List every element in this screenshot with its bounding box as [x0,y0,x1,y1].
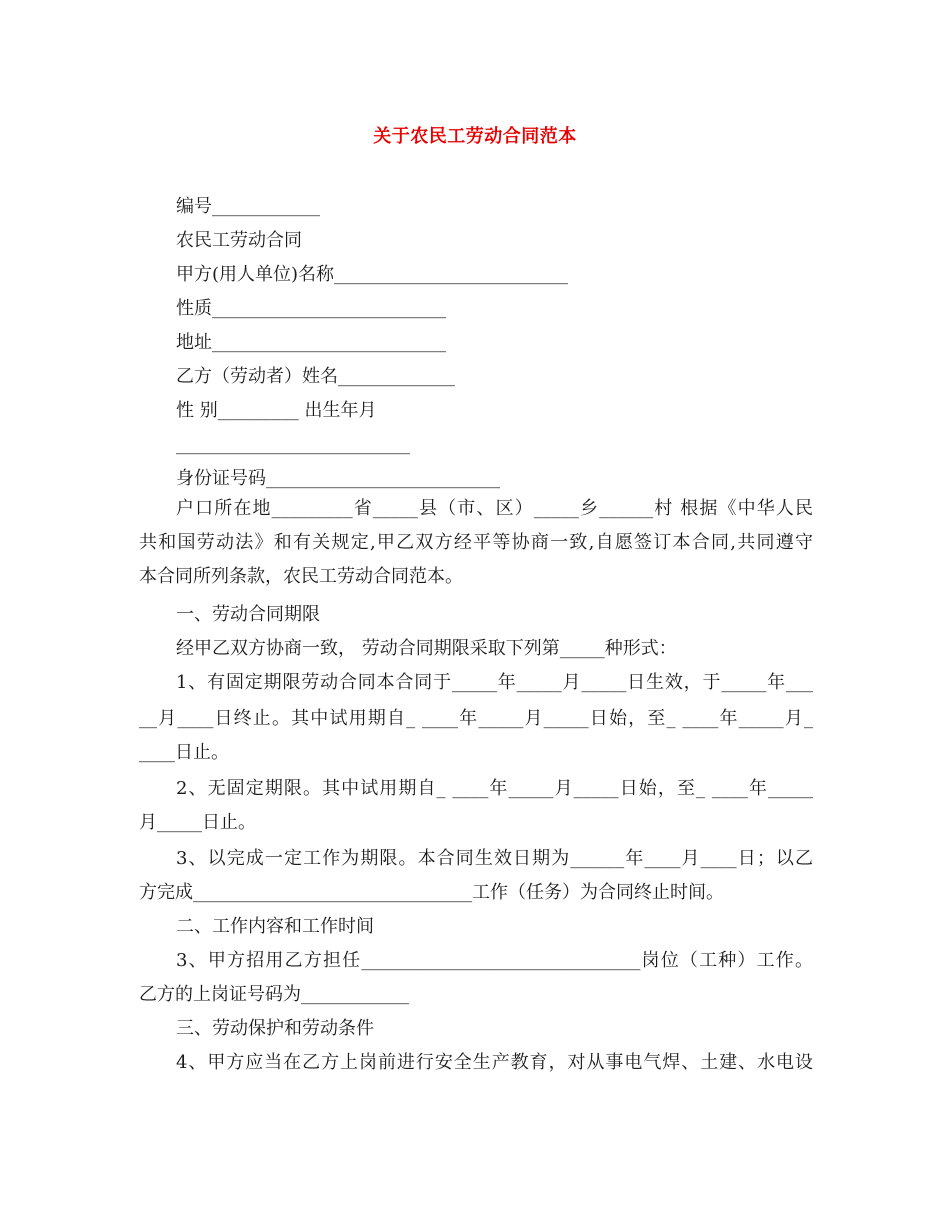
paragraph-line: 方完成_______________________________工作（任务）为合同终止时间。 [139,882,724,903]
field-worker-name: 乙方（劳动者）姓名_____________ [176,366,455,387]
section-heading: 三、劳动保护和劳动条件 [176,1018,374,1039]
paragraph-line: 共和国劳动法》和有关规定,甲乙双方经平等协商一致,自愿签订本合同,共同遵守 [139,532,813,553]
paragraph-line: 月_____日止。 [139,812,256,833]
field-gender-birth: 性 别_________ 出生年月 [176,400,377,421]
contract-heading: 农民工劳动合同 [176,230,302,251]
paragraph-line: 2、无固定期限。其中试用期自_ ____年_____月_____日始，至_ ____年_____ [176,778,813,799]
field-id-number: 身份证号码__________________________ [176,468,500,489]
paragraph-line: 3、甲方招用乙方担任_______________________________岗位（工种）工作。 [176,950,813,971]
field-number: 编号____________ [176,196,320,217]
field-nature: 性质__________________________ [176,298,446,319]
paragraph-line: 4、甲方应当在乙方上岗前进行安全生产教育，对从事电气焊、土建、水电设 [176,1052,813,1073]
paragraph-line: ____日止。 [139,742,229,763]
paragraph-line: __月____日终止。其中试用期自_ ____年_____月_____日始，至_ ____年_____月_ [139,708,813,729]
document-title: 关于农民工劳动合同范本 [373,126,577,147]
paragraph-line: 乙方的上岗证号码为____________ [139,984,409,1005]
field-employer-name: 甲方(用人单位)名称__________________________ [176,264,569,285]
section-heading: 一、劳动合同期限 [176,604,320,625]
field-birth-blank: __________________________ [176,434,410,455]
field-address: 地址__________________________ [176,332,446,353]
section-heading: 二、工作内容和工作时间 [176,916,374,937]
paragraph-line: 1、有固定期限劳动合同本合同于_____年_____月_____日生效，于_____年___ [176,672,813,693]
paragraph-line: 户口所在地_________省_____县（市、区）_____乡______村 根据《中华人民 [176,498,813,519]
paragraph-line: 3、以完成一定工作为期限。本合同生效日期为______年____月____日；以乙 [176,848,813,869]
paragraph-line: 本合同所列条款，农民工劳动合同范本。 [139,566,463,587]
paragraph-line: 经甲乙双方协商一致， 劳动合同期限采取下列第_____种形式： [176,638,677,659]
